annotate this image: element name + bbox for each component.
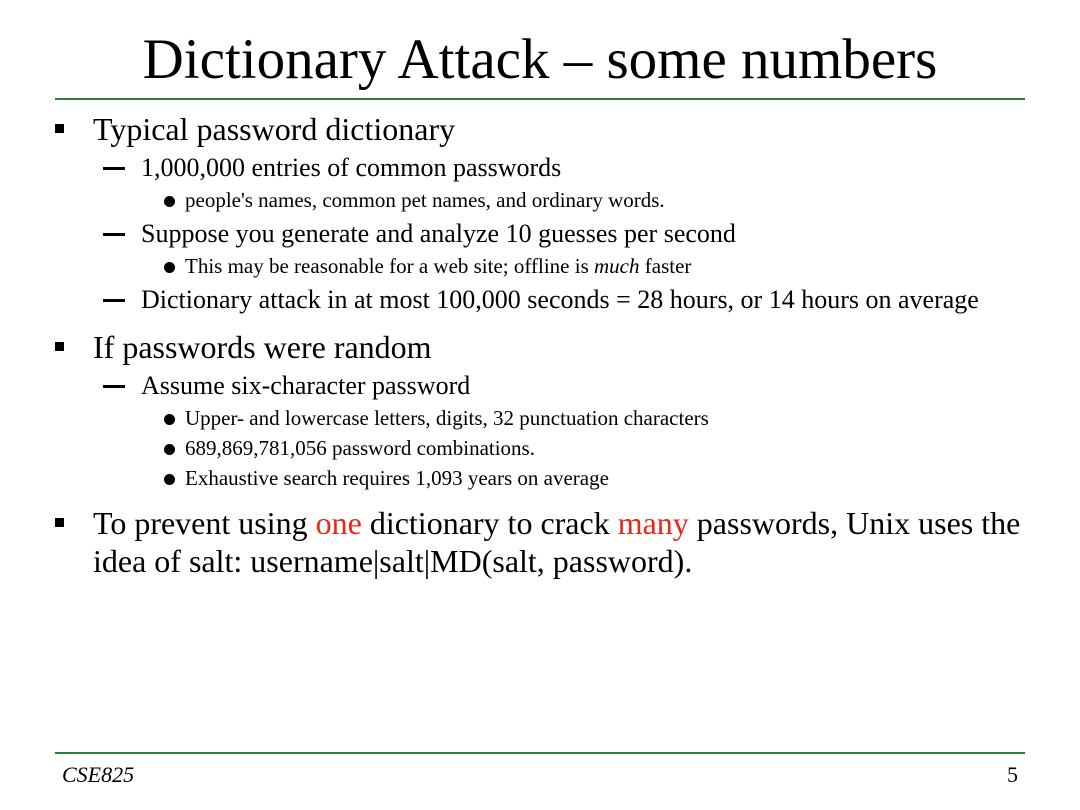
sub-bullet-text: 1,000,000 entries of common passwords xyxy=(141,153,562,182)
square-bullet-icon xyxy=(55,342,64,351)
bullet-text: Typical password dictionary xyxy=(93,111,456,147)
sub-sub-bullet-text-pre: This may be reasonable for a web site; offline is xyxy=(185,254,594,278)
sub-sub-bullet xyxy=(55,434,1045,462)
sub-bullet xyxy=(55,218,1045,250)
sub-bullet-text: Suppose you generate and analyze 10 guesses per second xyxy=(141,219,736,248)
sub-bullet xyxy=(55,370,1045,402)
footer-divider xyxy=(55,752,1025,754)
course-label: CSE825 xyxy=(62,762,135,787)
dot-bullet-icon xyxy=(164,444,175,455)
sub-sub-bullet-text: 689,869,781,056 password combinations. xyxy=(185,436,535,460)
slide-title: Dictionary Attack – some numbers xyxy=(142,28,938,91)
sub-bullet-text: Assume six-character password xyxy=(141,371,471,400)
sub-bullet xyxy=(55,284,1045,316)
sub-sub-bullet xyxy=(55,464,1045,492)
sub-sub-bullet xyxy=(55,404,1045,432)
dash-bullet-icon xyxy=(103,299,125,302)
sub-sub-bullet-text: Upper- and lowercase letters, digits, 32 punctuation characters xyxy=(185,406,709,430)
square-bullet-icon xyxy=(55,518,64,527)
sub-sub-bullet-text-post: faster xyxy=(639,254,692,278)
emphasis-text: much xyxy=(594,254,640,278)
bullet-typical-dictionary xyxy=(55,110,1045,148)
bullet-salt xyxy=(55,504,1045,580)
dash-bullet-icon xyxy=(103,167,125,170)
dash-bullet-icon xyxy=(103,233,125,236)
highlight-one: one xyxy=(315,505,362,541)
bullet-random-passwords xyxy=(55,328,1045,366)
bullet-text-1: To prevent using xyxy=(93,505,316,541)
highlight-many: many xyxy=(617,505,689,541)
sub-bullet-text: Dictionary attack in at most 100,000 seconds = 28 hours, or 14 hours on average xyxy=(141,285,979,314)
dot-bullet-icon xyxy=(164,414,175,425)
title-divider xyxy=(55,98,1025,100)
bullet-text-2: dictionary to crack xyxy=(361,505,618,541)
bullet-text: If passwords were random xyxy=(93,329,432,365)
dot-bullet-icon xyxy=(164,474,175,485)
sub-sub-bullet xyxy=(55,252,1045,280)
dash-bullet-icon xyxy=(103,385,125,388)
bullet-text-3: passwords, Unix uses the idea of salt: username|salt|MD(salt, password). xyxy=(93,505,1021,579)
sub-sub-bullet-text: Exhaustive search requires 1,093 years on average xyxy=(185,466,609,490)
sub-sub-bullet xyxy=(55,186,1045,214)
dot-bullet-icon xyxy=(164,262,175,273)
square-bullet-icon xyxy=(55,124,64,133)
dot-bullet-icon xyxy=(164,196,175,207)
slide-body xyxy=(55,106,1045,580)
sub-bullet xyxy=(55,152,1045,184)
sub-sub-bullet-text: people's names, common pet names, and ordinary words. xyxy=(185,188,665,212)
slide-number: 5 xyxy=(1007,762,1018,787)
